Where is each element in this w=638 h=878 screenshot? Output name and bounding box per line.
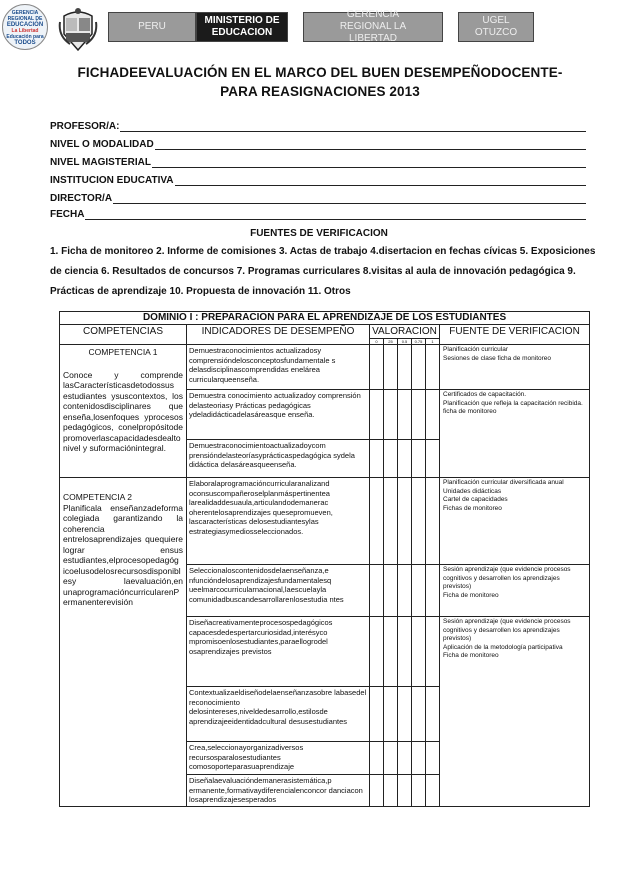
regional-education-logo [2, 4, 48, 50]
competencia-2-text: Planificala enseñanzadeforma colegiada garantizando la coherencia entrelosaprendizajes quequiere lograr ensus estudiantes,elprocesopedagóg icoelusodelosrecursosdisponibl esy laevaluación,en unaprogramacióncurricularenP ermanenterevisión [63, 502, 183, 607]
fuente-4 [440, 565, 590, 617]
teacher-field[interactable] [50, 116, 586, 132]
indicator-8: Crea,seleccionayorganizadiversos recursosparalosestudiantes comosoporteparasuaprendizaje [187, 742, 370, 775]
fuente-item: Sesión aprendizaje (que evidencie procesos cognitivos y desarrollen los aprendizajes previstos) [443, 618, 571, 643]
indicator-1: Demuestraconocimientos actualizadosy comprensióndelosconceptosfundamentale s delasdisciplinascomprendidas enelárea curricularqueenseña. [187, 345, 370, 390]
indicator-4: Elaboralaprogramacióncurricularanalizand oconsuscompañeroselplanmáspertinentea larealidaddesuaula,articulandodemanerac oherentelosaprendizajes quesepromueven, lascaracterísticas delosestudiantesylas estrategiasymediosseleccionados. [187, 478, 370, 565]
logo-text-4: Educación para [6, 34, 44, 40]
sources-list: 1. Ficha de monitoreo 2. Informe de comisiones 3. Actas de trabajo 4.disertacion en fechas cívicas 5. Exposiciones de ciencia 6. Resultados de concursos 7. Programas curriculares 8.visitas al aula de innovación pedagógica 9. Prácticas de aprendizaje 10. Propuesta de innovación 11. Otros [50, 246, 596, 297]
fuente-item: Planificación que refleja la capacitación recibida. [443, 399, 583, 407]
level-field[interactable] [50, 134, 586, 150]
competencia-2-title: COMPETENCIA 2 [63, 492, 132, 502]
scale-1: 1 [426, 339, 440, 345]
scale-05: 0.5 [398, 339, 412, 345]
domain-header: DOMINIO I : PREPARACION PARA EL APRENDIZAJE DE LOS ESTUDIANTES [60, 312, 590, 325]
score-cell[interactable] [398, 687, 412, 742]
teaching-level-field[interactable] [50, 152, 586, 168]
score-cell[interactable] [426, 687, 440, 742]
ministry-box: MINISTERIO DE EDUCACION [196, 12, 288, 42]
score-cell[interactable] [426, 440, 440, 478]
fuente-item: ficha de monitoreo [443, 408, 497, 416]
fuente-1 [440, 345, 590, 390]
score-cell[interactable] [412, 440, 426, 478]
score-cell[interactable] [384, 440, 398, 478]
score-cell[interactable] [398, 565, 412, 617]
score-cell[interactable] [398, 742, 412, 775]
score-cell[interactable] [370, 617, 384, 687]
score-cell[interactable] [426, 565, 440, 617]
col-competencias: COMPETENCIAS [60, 325, 187, 345]
field-label: PROFESOR/A: [50, 121, 120, 132]
score-cell[interactable] [426, 617, 440, 687]
fuente-item: Certificados de capacitación. [443, 391, 527, 398]
score-cell[interactable] [370, 345, 384, 390]
evaluation-table [59, 311, 590, 807]
scale-25: 25 [384, 339, 398, 345]
score-cell[interactable] [384, 775, 398, 807]
logo-text-1: GERENCIA REGIONAL DE [7, 10, 43, 22]
score-cell[interactable] [426, 775, 440, 807]
fuente-item: Sesiones de clase ficha de monitoreo [443, 354, 552, 362]
field-label: NIVEL MAGISTERIAL [50, 157, 151, 168]
fuente-item: Aplicación de la metodología participativa [443, 643, 563, 651]
score-cell[interactable] [384, 345, 398, 390]
field-label: FECHA [50, 209, 85, 220]
fuente-item: Planificación curricular diversificada anual [443, 479, 564, 486]
score-cell[interactable] [398, 345, 412, 390]
score-cell[interactable] [426, 390, 440, 440]
fuente-2 [440, 390, 590, 478]
score-cell[interactable] [398, 440, 412, 478]
score-cell[interactable] [426, 742, 440, 775]
score-cell[interactable] [370, 478, 384, 565]
logo-text-5: TODOS [14, 40, 36, 46]
fuente-item: Unidades didácticas [443, 487, 502, 495]
peru-coat-of-arms-icon [58, 6, 98, 52]
score-cell[interactable] [398, 478, 412, 565]
score-cell[interactable] [370, 390, 384, 440]
fuente-item: Ficha de monitoreo [443, 652, 499, 660]
competencia-1 [60, 345, 187, 478]
score-cell[interactable] [412, 775, 426, 807]
fuente-item: Ficha de monitoreo [443, 591, 499, 599]
indicator-7: Contextualizaeldiseñodelaenseñanzasobre labasedel reconocimiento delosintereses,niveldedesarrollo,estilosde aprendizajeeidentidadcultural desusestudiantes [187, 687, 370, 742]
ugel-box: UGEL OTUZCO [458, 12, 534, 42]
score-cell[interactable] [426, 345, 440, 390]
logo-text-3: La Libertad [11, 28, 39, 34]
score-cell[interactable] [412, 687, 426, 742]
page-header [0, 4, 638, 52]
field-label: NIVEL O MODALIDAD [50, 139, 154, 150]
score-cell[interactable] [370, 687, 384, 742]
director-field[interactable] [50, 188, 586, 204]
score-cell[interactable] [384, 565, 398, 617]
competencia-2 [60, 478, 187, 807]
fuente-item: Planificación curricular [443, 346, 509, 353]
peru-box: PERU [108, 12, 196, 42]
score-cell[interactable] [384, 687, 398, 742]
fuente-item: Fichas de monitoreo [443, 504, 502, 512]
score-cell[interactable] [370, 775, 384, 807]
scale-075: 0.75 [412, 339, 426, 345]
title-line-1: FICHADEEVALUACIÓN EN EL MARCO DEL BUEN DESEMPEÑODOCENTE- [77, 65, 563, 80]
score-cell[interactable] [370, 565, 384, 617]
regional-box: GERENCIA REGIONAL LA LIBERTAD [303, 12, 443, 42]
col-valoracion: VALORACION [370, 325, 440, 339]
score-cell[interactable] [398, 390, 412, 440]
field-label: DIRECTOR/A [50, 193, 113, 204]
competencia-1-text: Conoce y comprende lasCaracterísticasdetodossus estudiantes ysuscontextos, los contenidosdisciplinares que enseña,losenfoques yprocesos pedagógicos, conelpropósitode promoverlascapacidadesdealto nivel y suformaciónintegral. [63, 369, 183, 453]
sources-title: FUENTES DE VERIFICACION [250, 228, 388, 239]
score-cell[interactable] [412, 617, 426, 687]
score-cell[interactable] [412, 742, 426, 775]
score-cell[interactable] [384, 390, 398, 440]
score-cell[interactable] [426, 478, 440, 565]
competencia-1-title: COMPETENCIA 1 [88, 347, 158, 357]
score-cell[interactable] [412, 478, 426, 565]
score-cell[interactable] [384, 478, 398, 565]
fuente-item: Cartel de capacidades [443, 496, 508, 504]
col-indicadores: INDICADORES DE DESEMPEÑO [187, 325, 370, 345]
fuente-3 [440, 478, 590, 565]
scale-0: 0 [370, 339, 384, 345]
institution-field[interactable] [50, 170, 586, 186]
score-cell[interactable] [398, 775, 412, 807]
indicator-3: Demuestraconocimientoactualizadoycom prensióndelasteoríasyprácticaspedagógica sydela didáctica delasáreasqueenseña. [187, 440, 370, 478]
logo-text-2: EDUCACIÓN [6, 22, 44, 28]
page-title [40, 63, 600, 101]
score-cell[interactable] [384, 617, 398, 687]
title-line-2: PARA REASIGNACIONES 2013 [220, 84, 420, 99]
score-cell[interactable] [412, 565, 426, 617]
score-cell[interactable] [384, 742, 398, 775]
score-cell[interactable] [370, 742, 384, 775]
score-cell[interactable] [370, 440, 384, 478]
score-cell[interactable] [412, 390, 426, 440]
fuente-item: Sesión aprendizaje (que evidencie procesos cognitivos y desarrollen los aprendizajes previstos) [443, 566, 571, 591]
indicator-6: Diseñacreativamenteprocesospedagógicos capacesdedespertarcuriosidad,interésyco mpromisoenlosestudiantes,paraellogrodel osaprendizajes previstos [187, 617, 370, 687]
indicator-9: Diseñalaevaluacióndemanerasistemática,p ermanente,formativaydiferencialenconcor danciacon losaprendizajesesperados [187, 775, 370, 807]
indicator-2: Demuestra conocimiento actualizadoy comprensión delasteoriasy Prácticas pedagógicas ydeladidácticadelasáreasque enseña. [187, 390, 370, 440]
indicator-5: Seleccionaloscontenidosdelaenseñanza,e nfuncióndelosaprendizajesfundamentalesq ueelmarcocurricularnacional,laescuelayla comunidadbuscandesarrollarenlosestudia ntes [187, 565, 370, 617]
field-label: INSTITUCION EDUCATIVA [50, 175, 174, 186]
fuente-5 [440, 617, 590, 807]
date-field[interactable] [50, 204, 586, 220]
score-cell[interactable] [398, 617, 412, 687]
col-fuente: FUENTE DE VERIFICACION [440, 325, 590, 345]
score-cell[interactable] [412, 345, 426, 390]
